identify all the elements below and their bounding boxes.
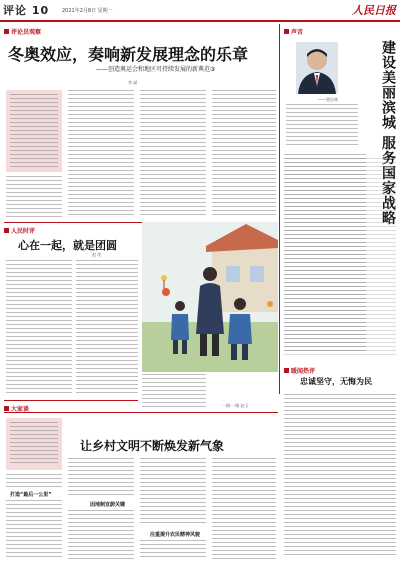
- tag-commentary: [4, 27, 41, 36]
- bottom-body: [6, 474, 62, 488]
- section-rule: [4, 400, 138, 401]
- family-illustration: [142, 222, 278, 372]
- top-story-title: 冬奥效应，奏响新发展理念的乐章: [8, 45, 249, 64]
- illustration-note: [142, 374, 206, 408]
- bottom-body: [140, 458, 206, 526]
- warm-hot-title: 忠诚坚守，无悔为民: [300, 377, 372, 386]
- top-story-body: [68, 90, 134, 218]
- summary-box: [6, 90, 62, 172]
- top-story-author: 李 斌: [128, 80, 138, 85]
- warm-hot-body: [284, 394, 396, 558]
- people-time-title: 心在一起，就是团圆: [18, 239, 117, 252]
- people-time-body: [6, 260, 72, 396]
- people-time-byline: 赵 奕: [92, 252, 102, 257]
- bottom-subhead-2: 因地制宜蔚关键: [90, 502, 126, 508]
- bottom-body: [68, 458, 134, 496]
- voice-title: 建设美丽滨城 服务国家战略: [380, 40, 396, 226]
- bottom-subhead-3: 注重提升农民精神风貌: [150, 532, 201, 538]
- bottom-summary-box: [6, 418, 62, 470]
- tag-marker-icon: [284, 368, 289, 373]
- bottom-body: [140, 540, 206, 560]
- top-story-body: [6, 176, 62, 218]
- tag-voice: [284, 27, 303, 36]
- bottom-body: [68, 510, 134, 560]
- tag-label: 人民时评: [11, 228, 36, 235]
- newspaper-logo: 人民日报: [352, 4, 396, 17]
- issue-date: 2021年2月8日 星期一: [62, 8, 113, 14]
- voice-body: [284, 158, 396, 358]
- top-story-body: [212, 90, 276, 218]
- bottom-title: 让乡村文明不断焕发新气象: [80, 439, 225, 453]
- section-rule: [4, 412, 278, 413]
- bottom-body: [6, 500, 62, 560]
- people-time-body: [76, 260, 138, 396]
- tag-marker-icon: [4, 406, 9, 411]
- tag-label: 声音: [291, 29, 304, 36]
- bottom-subhead-1: 打造“最后一公里”: [10, 492, 52, 498]
- tag-marker-icon: [4, 29, 9, 34]
- summary-text: [10, 94, 58, 168]
- section-label: 评论 10: [3, 4, 50, 17]
- voice-body: [286, 104, 358, 148]
- tag-marker-icon: [4, 228, 9, 233]
- tag-label: 评论员观察: [11, 29, 42, 36]
- top-story-subtitle: ——创造奥运会和地区可持续发展的新典范③: [96, 66, 216, 73]
- bottom-summary-text: [10, 422, 58, 466]
- tag-people-time: [4, 226, 35, 235]
- tag-discussion: [4, 404, 29, 413]
- tag-warm-hot: [284, 366, 315, 375]
- masthead-bar: [0, 0, 400, 22]
- illustration-caption: 一路·一路 赵玉: [222, 403, 249, 408]
- top-story-body: [140, 90, 206, 218]
- tag-label: 暖闻热评: [291, 368, 316, 375]
- portrait-caption: ——贾庆林: [318, 97, 338, 102]
- tag-label: 大家谈: [11, 406, 30, 413]
- tag-marker-icon: [284, 29, 289, 34]
- bottom-body: [212, 458, 276, 560]
- column-divider: [279, 24, 280, 394]
- portrait-photo: [296, 42, 338, 94]
